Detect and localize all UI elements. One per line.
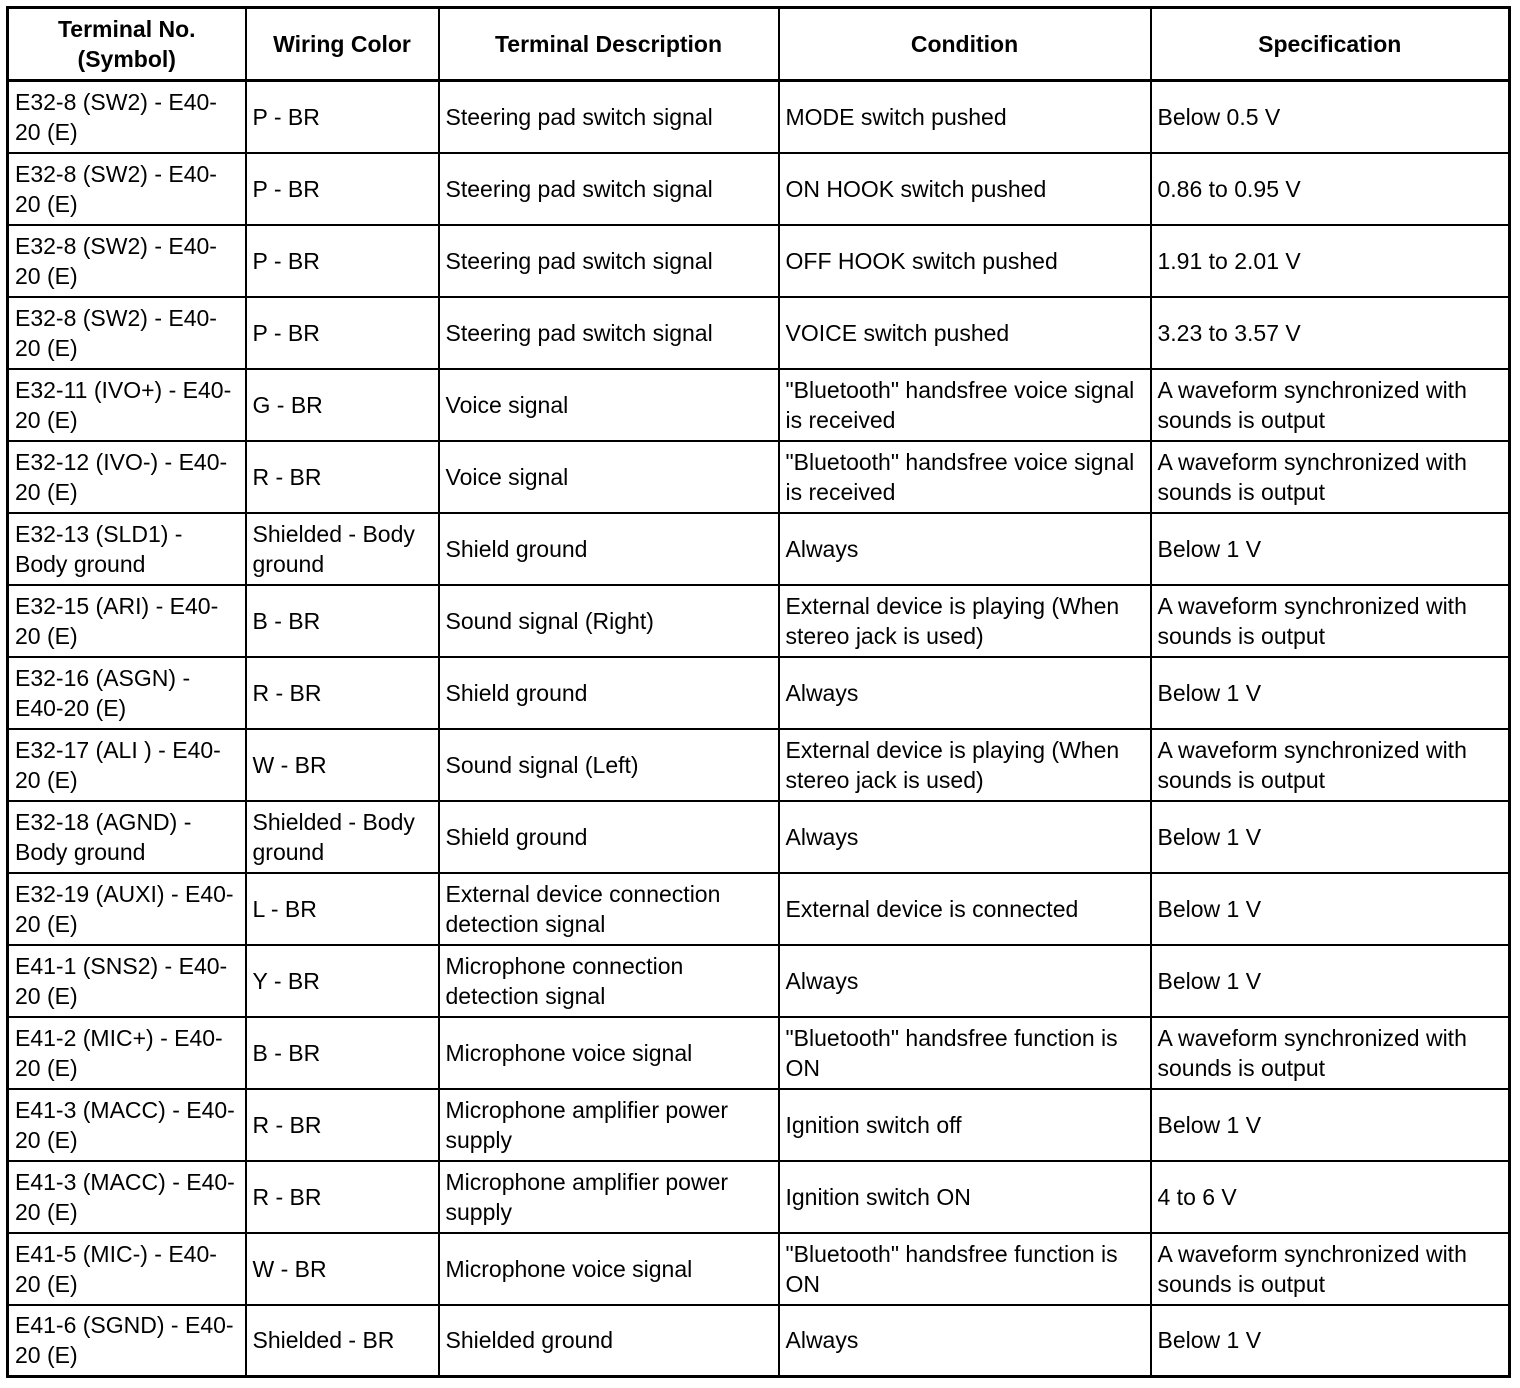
terminal-cell: E41-6 (SGND) - E40-20 (E) [8,1305,246,1377]
specification-cell: Below 1 V [1151,1305,1510,1377]
terminal-cell: E32-16 (ASGN) - E40-20 (E) [8,657,246,729]
wiring-color-cell: R - BR [246,657,439,729]
description-cell: Microphone amplifier power supply [439,1089,779,1161]
terminal-cell: E32-17 (ALI ) - E40-20 (E) [8,729,246,801]
wiring-color-cell: P - BR [246,297,439,369]
description-cell: Shield ground [439,657,779,729]
terminal-cell: E41-3 (MACC) - E40-20 (E) [8,1161,246,1233]
condition-cell: "Bluetooth" handsfree voice signal is received [779,441,1151,513]
table-row [8,1233,1510,1305]
condition-cell: "Bluetooth" handsfree function is ON [779,1017,1151,1089]
specification-cell: Below 1 V [1151,513,1510,585]
specification-cell: 4 to 6 V [1151,1161,1510,1233]
wiring-color-cell: Shielded - BR [246,1305,439,1377]
description-cell: Microphone voice signal [439,1017,779,1089]
terminal-cell: E32-8 (SW2) - E40-20 (E) [8,81,246,153]
description-cell: Steering pad switch signal [439,81,779,153]
header-specification: Specification [1151,8,1510,81]
description-cell: Sound signal (Left) [439,729,779,801]
table-row [8,153,1510,225]
condition-cell: Always [779,945,1151,1017]
specification-cell: Below 1 V [1151,657,1510,729]
condition-cell: VOICE switch pushed [779,297,1151,369]
condition-cell: External device is connected [779,873,1151,945]
condition-cell: Ignition switch ON [779,1161,1151,1233]
terminal-cell: E32-12 (IVO-) - E40-20 (E) [8,441,246,513]
specification-cell: Below 0.5 V [1151,81,1510,153]
description-cell: External device connection detection signal [439,873,779,945]
description-cell: Microphone amplifier power supply [439,1161,779,1233]
specification-cell: A waveform synchronized with sounds is output [1151,585,1510,657]
specification-cell: 3.23 to 3.57 V [1151,297,1510,369]
wiring-color-cell: P - BR [246,225,439,297]
terminal-cell: E41-2 (MIC+) - E40-20 (E) [8,1017,246,1089]
description-cell: Shielded ground [439,1305,779,1377]
table-row [8,585,1510,657]
wiring-color-cell: G - BR [246,369,439,441]
table-row [8,441,1510,513]
terminal-cell: E41-1 (SNS2) - E40-20 (E) [8,945,246,1017]
terminal-cell: E32-19 (AUXI) - E40-20 (E) [8,873,246,945]
specification-cell: Below 1 V [1151,873,1510,945]
condition-cell: External device is playing (When stereo jack is used) [779,585,1151,657]
wiring-color-cell: W - BR [246,1233,439,1305]
table-row [8,369,1510,441]
condition-cell: "Bluetooth" handsfree function is ON [779,1233,1151,1305]
condition-cell: External device is playing (When stereo jack is used) [779,729,1151,801]
terminal-cell: E32-8 (SW2) - E40-20 (E) [8,297,246,369]
terminal-cell: E32-15 (ARI) - E40-20 (E) [8,585,246,657]
table-row [8,801,1510,873]
description-cell: Shield ground [439,513,779,585]
table-row [8,657,1510,729]
table-row [8,1161,1510,1233]
description-cell: Sound signal (Right) [439,585,779,657]
wiring-color-cell: Shielded - Body ground [246,513,439,585]
wiring-color-cell: Shielded - Body ground [246,801,439,873]
terminal-cell: E32-11 (IVO+) - E40-20 (E) [8,369,246,441]
description-cell: Steering pad switch signal [439,297,779,369]
terminal-spec-table [6,6,1511,1378]
table-row [8,297,1510,369]
condition-cell: Always [779,1305,1151,1377]
header-row [8,8,1510,81]
specification-cell: Below 1 V [1151,945,1510,1017]
header-wiring-color: Wiring Color [246,8,439,81]
specification-cell: A waveform synchronized with sounds is output [1151,441,1510,513]
table-row [8,81,1510,153]
wiring-color-cell: P - BR [246,153,439,225]
header-terminal: Terminal No. (Symbol) [8,8,246,81]
table-row [8,1089,1510,1161]
wiring-color-cell: R - BR [246,1089,439,1161]
header-terminal-description: Terminal Description [439,8,779,81]
table-row [8,873,1510,945]
wiring-color-cell: B - BR [246,1017,439,1089]
description-cell: Shield ground [439,801,779,873]
description-cell: Voice signal [439,369,779,441]
wiring-color-cell: L - BR [246,873,439,945]
table-row [8,1305,1510,1377]
table-row [8,1017,1510,1089]
specification-cell: Below 1 V [1151,1089,1510,1161]
description-cell: Voice signal [439,441,779,513]
wiring-color-cell: B - BR [246,585,439,657]
terminal-cell: E41-3 (MACC) - E40-20 (E) [8,1089,246,1161]
terminal-cell: E32-8 (SW2) - E40-20 (E) [8,225,246,297]
terminal-cell: E32-8 (SW2) - E40-20 (E) [8,153,246,225]
specification-cell: 1.91 to 2.01 V [1151,225,1510,297]
wiring-color-cell: Y - BR [246,945,439,1017]
condition-cell: Always [779,657,1151,729]
wiring-color-cell: P - BR [246,81,439,153]
table-row [8,513,1510,585]
terminal-cell: E32-13 (SLD1) - Body ground [8,513,246,585]
specification-cell: 0.86 to 0.95 V [1151,153,1510,225]
header-condition: Condition [779,8,1151,81]
table-row [8,225,1510,297]
condition-cell: Always [779,513,1151,585]
specification-cell: A waveform synchronized with sounds is output [1151,1233,1510,1305]
condition-cell: MODE switch pushed [779,81,1151,153]
condition-cell: OFF HOOK switch pushed [779,225,1151,297]
wiring-color-cell: W - BR [246,729,439,801]
specification-cell: A waveform synchronized with sounds is output [1151,1017,1510,1089]
table-row [8,729,1510,801]
description-cell: Steering pad switch signal [439,153,779,225]
condition-cell: ON HOOK switch pushed [779,153,1151,225]
description-cell: Microphone voice signal [439,1233,779,1305]
condition-cell: Always [779,801,1151,873]
condition-cell: "Bluetooth" handsfree voice signal is received [779,369,1151,441]
description-cell: Microphone connection detection signal [439,945,779,1017]
terminal-cell: E32-18 (AGND) - Body ground [8,801,246,873]
specification-cell: A waveform synchronized with sounds is output [1151,729,1510,801]
specification-cell: A waveform synchronized with sounds is output [1151,369,1510,441]
description-cell: Steering pad switch signal [439,225,779,297]
specification-cell: Below 1 V [1151,801,1510,873]
terminal-cell: E41-5 (MIC-) - E40-20 (E) [8,1233,246,1305]
wiring-color-cell: R - BR [246,1161,439,1233]
condition-cell: Ignition switch off [779,1089,1151,1161]
wiring-color-cell: R - BR [246,441,439,513]
table-row [8,945,1510,1017]
